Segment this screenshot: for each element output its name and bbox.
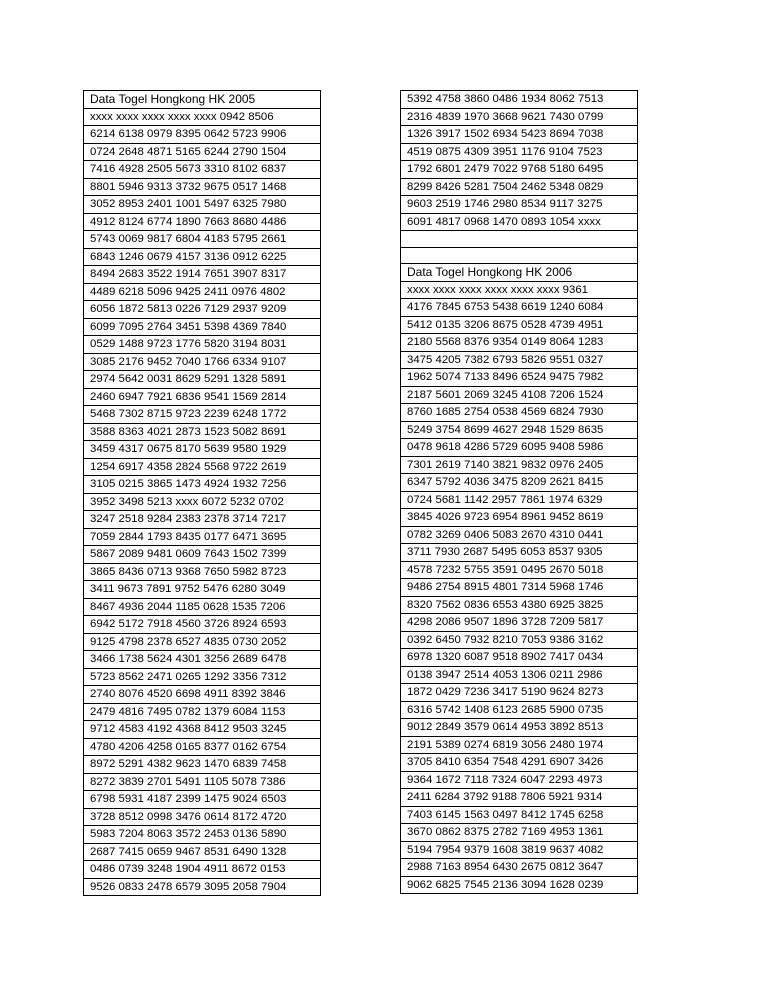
number-cell: 1872 0429 7236 3417 5190 9624 8273 — [401, 684, 638, 702]
number-cell: 3411 9673 7891 9752 5476 6280 3049 — [84, 581, 321, 599]
number-cell: 5194 7954 9379 1608 3819 9637 4082 — [401, 841, 638, 859]
left-row — [84, 843, 321, 861]
right-row — [401, 509, 638, 527]
section-title: Data Togel Hongkong HK 2006 — [401, 264, 638, 282]
left-row — [84, 301, 321, 319]
number-cell: 9012 2849 3579 0614 4953 3892 8513 — [401, 719, 638, 737]
right-row — [401, 143, 638, 161]
right-row — [401, 701, 638, 719]
left-row — [84, 458, 321, 476]
number-cell: 4578 7232 5755 3591 0495 2670 5018 — [401, 561, 638, 579]
left-row — [84, 651, 321, 669]
right-row — [401, 579, 638, 597]
number-cell: 7301 2619 7140 3821 9832 0976 2405 — [401, 456, 638, 474]
left-row — [84, 756, 321, 774]
right-row — [401, 91, 638, 109]
right-row — [401, 526, 638, 544]
number-cell: 6798 5931 4187 2399 1475 9024 6503 — [84, 791, 321, 809]
number-cell: 3670 0862 8375 2782 7169 4953 1361 — [401, 824, 638, 842]
number-cell: 2974 5642 0031 8629 5291 1328 5891 — [84, 371, 321, 389]
number-cell: 3588 8363 4021 2873 1523 5082 8691 — [84, 423, 321, 441]
number-cell: 5723 8562 2471 0265 1292 3356 7312 — [84, 668, 321, 686]
number-cell: 9526 0833 2478 6579 3095 2058 7904 — [84, 878, 321, 896]
right-row — [401, 754, 638, 772]
number-cell: 4912 8124 6774 1890 7663 8680 4486 — [84, 213, 321, 231]
number-cell: 3845 4026 9723 6954 8961 9452 8619 — [401, 509, 638, 527]
left-row — [84, 161, 321, 179]
right-row — [401, 126, 638, 144]
left-row — [84, 826, 321, 844]
left-row — [84, 283, 321, 301]
number-cell: 9603 2519 1746 2980 8534 9117 3275 — [401, 196, 638, 214]
right-row — [401, 859, 638, 877]
number-cell: 5392 4758 3860 0486 1934 8062 7513 — [401, 91, 638, 109]
number-cell: 0724 2648 4871 5165 6244 2790 1504 — [84, 143, 321, 161]
number-cell: 3459 4317 0675 8170 5639 9580 1929 — [84, 441, 321, 459]
left-row — [84, 126, 321, 144]
number-cell: 2180 5568 8376 9354 0149 8064 1283 — [401, 334, 638, 352]
right-row — [401, 876, 638, 894]
number-cell: 3085 2176 9452 7040 1766 6334 9107 — [84, 353, 321, 371]
left-row — [84, 423, 321, 441]
number-cell: 2411 6284 3792 9188 7806 5921 9314 — [401, 789, 638, 807]
number-cell: 0392 6450 7932 8210 7053 9386 3162 — [401, 631, 638, 649]
left-row — [84, 633, 321, 651]
left-row — [84, 791, 321, 809]
right-row — [401, 386, 638, 404]
right-row — [401, 231, 638, 248]
number-cell: 5867 2089 9481 0609 7643 1502 7399 — [84, 546, 321, 564]
left-row — [84, 721, 321, 739]
right-row — [401, 649, 638, 667]
right-row — [401, 544, 638, 562]
left-row — [84, 266, 321, 284]
number-cell: 8467 4936 2044 1185 0628 1535 7206 — [84, 598, 321, 616]
right-row — [401, 736, 638, 754]
number-cell: 7416 4928 2505 5673 3310 8102 6837 — [84, 161, 321, 179]
number-cell: 5249 3754 8699 4627 2948 1529 8635 — [401, 421, 638, 439]
left-row — [84, 371, 321, 389]
empty-cell — [401, 247, 638, 264]
number-cell: 1326 3917 1502 6934 5423 8694 7038 — [401, 126, 638, 144]
number-cell: 3105 0215 3865 1473 4924 1932 7256 — [84, 476, 321, 494]
left-row — [84, 353, 321, 371]
number-cell: xxxx xxxx xxxx xxxx xxxx 0942 8506 — [84, 108, 321, 126]
number-cell: 6214 6138 0979 8395 0642 5723 9906 — [84, 126, 321, 144]
number-cell: 6099 7095 2764 3451 5398 4369 7840 — [84, 318, 321, 336]
number-cell: 5412 0135 3206 8675 0528 4739 4951 — [401, 316, 638, 334]
left-row — [84, 808, 321, 826]
number-cell: 8299 8426 5281 7504 2462 5348 0829 — [401, 178, 638, 196]
right-row — [401, 334, 638, 352]
number-cell: 1254 6917 4358 2824 5568 9722 2619 — [84, 458, 321, 476]
number-cell: xxxx xxxx xxxx xxxx xxxx xxxx 9361 — [401, 281, 638, 299]
number-cell: 2687 7415 0659 9467 8531 6490 1328 — [84, 843, 321, 861]
number-cell: 6316 5742 1408 6123 2685 5900 0735 — [401, 701, 638, 719]
right-row — [401, 178, 638, 196]
left-column — [83, 90, 321, 896]
empty-cell — [401, 231, 638, 248]
right-row — [401, 824, 638, 842]
number-cell: 4780 4206 4258 0165 8377 0162 6754 — [84, 738, 321, 756]
left-row — [84, 336, 321, 354]
number-cell: 4298 2086 9507 1896 3728 7209 5817 — [401, 614, 638, 632]
number-cell: 8494 2683 3522 1914 7651 3907 8317 — [84, 266, 321, 284]
right-row — [401, 299, 638, 317]
left-row — [84, 563, 321, 581]
number-cell: 0724 5681 1142 2957 7861 1974 6329 — [401, 491, 638, 509]
right-data-table — [400, 90, 638, 894]
number-cell: 8320 7562 0836 6553 4380 6925 3825 — [401, 596, 638, 614]
right-row — [401, 789, 638, 807]
left-row — [84, 878, 321, 896]
number-cell: 2479 4816 7495 0782 1379 6084 1153 — [84, 703, 321, 721]
left-row — [84, 738, 321, 756]
number-cell: 7059 2844 1793 8435 0177 6471 3695 — [84, 528, 321, 546]
left-row — [84, 476, 321, 494]
left-row — [84, 598, 321, 616]
right-row — [401, 281, 638, 299]
number-cell: 9486 2754 8915 4801 7314 5968 1746 — [401, 579, 638, 597]
right-row — [401, 806, 638, 824]
left-row — [84, 108, 321, 126]
right-row — [401, 841, 638, 859]
right-row — [401, 213, 638, 231]
number-cell: 2460 6947 7921 6836 9541 1569 2814 — [84, 388, 321, 406]
number-cell: 0782 3269 0406 5083 2670 4310 0441 — [401, 526, 638, 544]
number-cell: 8972 5291 4382 9623 1470 6839 7458 — [84, 756, 321, 774]
number-cell: 2191 5389 0274 6819 3056 2480 1974 — [401, 736, 638, 754]
number-cell: 6091 4817 0968 1470 0893 1054 xxxx — [401, 213, 638, 231]
right-row — [401, 631, 638, 649]
number-cell: 8760 1685 2754 0538 4569 6824 7930 — [401, 404, 638, 422]
left-row — [84, 213, 321, 231]
left-row — [84, 511, 321, 529]
number-cell: 3705 8410 6354 7548 4291 6907 3426 — [401, 754, 638, 772]
right-row — [401, 614, 638, 632]
right-row — [401, 196, 638, 214]
left-row — [84, 231, 321, 249]
left-row — [84, 178, 321, 196]
right-row — [401, 561, 638, 579]
number-cell: 8272 3839 2701 5491 1105 5078 7386 — [84, 773, 321, 791]
left-row — [84, 318, 321, 336]
right-row — [401, 596, 638, 614]
right-row — [401, 161, 638, 179]
right-row — [401, 404, 638, 422]
number-cell: 4519 0875 4309 3951 1176 9104 7523 — [401, 143, 638, 161]
left-data-table — [83, 90, 321, 896]
number-cell: 2988 7163 8954 6430 2675 0812 3647 — [401, 859, 638, 877]
right-row — [401, 369, 638, 387]
left-row — [84, 528, 321, 546]
left-row — [84, 703, 321, 721]
number-cell: 3466 1738 5624 4301 3256 2689 6478 — [84, 651, 321, 669]
right-column — [400, 90, 638, 894]
right-row — [401, 771, 638, 789]
left-row — [84, 91, 321, 109]
number-cell: 3247 2518 9284 2383 2378 3714 7217 — [84, 511, 321, 529]
number-cell: 8801 5946 9313 3732 9675 0517 1468 — [84, 178, 321, 196]
right-row — [401, 719, 638, 737]
number-cell: 0529 1488 9723 1776 5820 3194 8031 — [84, 336, 321, 354]
number-cell: 4176 7845 6753 5438 6619 1240 6084 — [401, 299, 638, 317]
left-row — [84, 773, 321, 791]
right-row — [401, 439, 638, 457]
right-row — [401, 456, 638, 474]
number-cell: 6056 1872 5813 0226 7129 2937 9209 — [84, 301, 321, 319]
number-cell: 0486 0739 3248 1904 4911 8672 0153 — [84, 861, 321, 879]
number-cell: 3711 7930 2687 5495 6053 8537 9305 — [401, 544, 638, 562]
left-row — [84, 406, 321, 424]
left-row — [84, 248, 321, 266]
right-row — [401, 108, 638, 126]
right-row — [401, 247, 638, 264]
number-cell: 6843 1246 0679 4157 3136 0912 6225 — [84, 248, 321, 266]
number-cell: 0138 3947 2514 4053 1306 0211 2986 — [401, 666, 638, 684]
number-cell: 9364 1672 7118 7324 6047 2293 4973 — [401, 771, 638, 789]
left-row — [84, 616, 321, 634]
number-cell: 3952 3498 5213 xxxx 6072 5232 0702 — [84, 493, 321, 511]
number-cell: 6347 5792 4036 3475 8209 2621 8415 — [401, 474, 638, 492]
left-row — [84, 686, 321, 704]
number-cell: 1792 6801 2479 7022 9768 5180 6495 — [401, 161, 638, 179]
left-row — [84, 493, 321, 511]
number-cell: 2316 4839 1970 3668 9621 7430 0799 — [401, 108, 638, 126]
right-row — [401, 264, 638, 282]
number-cell: 1962 5074 7133 8496 6524 9475 7982 — [401, 369, 638, 387]
number-cell: 5468 7302 8715 9723 2239 6248 1772 — [84, 406, 321, 424]
number-cell: 9125 4798 2378 6527 4835 0730 2052 — [84, 633, 321, 651]
left-row — [84, 668, 321, 686]
left-row — [84, 441, 321, 459]
right-row — [401, 684, 638, 702]
right-row — [401, 474, 638, 492]
left-row — [84, 861, 321, 879]
number-cell: 7403 6145 1563 0497 8412 1745 6258 — [401, 806, 638, 824]
left-row — [84, 581, 321, 599]
number-cell: 9712 4583 4192 4368 8412 9503 3245 — [84, 721, 321, 739]
right-row — [401, 351, 638, 369]
number-cell: 5983 7204 8063 3572 2453 0136 5890 — [84, 826, 321, 844]
number-cell: 3052 8953 2401 1001 5497 6325 7980 — [84, 196, 321, 214]
number-cell: 6978 1320 6087 9518 8902 7417 0434 — [401, 649, 638, 667]
number-cell: 2187 5601 2069 3245 4108 7206 1524 — [401, 386, 638, 404]
number-cell: 2740 8076 4520 6698 4911 8392 3846 — [84, 686, 321, 704]
number-cell: 4489 6218 5096 9425 2411 0976 4802 — [84, 283, 321, 301]
number-cell: 6942 5172 7918 4560 3726 8924 6593 — [84, 616, 321, 634]
left-row — [84, 546, 321, 564]
right-row — [401, 491, 638, 509]
left-row — [84, 388, 321, 406]
number-cell: 3865 8436 0713 9368 7650 5982 8723 — [84, 563, 321, 581]
right-row — [401, 666, 638, 684]
section-title: Data Togel Hongkong HK 2005 — [84, 91, 321, 109]
number-cell: 5743 0069 9817 6804 4183 5795 2661 — [84, 231, 321, 249]
left-row — [84, 196, 321, 214]
number-cell: 9062 6825 7545 2136 3094 1628 0239 — [401, 876, 638, 894]
number-cell: 0478 9618 4286 5729 6095 9408 5986 — [401, 439, 638, 457]
right-row — [401, 421, 638, 439]
left-row — [84, 143, 321, 161]
number-cell: 3475 4205 7382 6793 5826 9551 0327 — [401, 351, 638, 369]
number-cell: 3728 8512 0998 3476 0614 8172 4720 — [84, 808, 321, 826]
right-row — [401, 316, 638, 334]
